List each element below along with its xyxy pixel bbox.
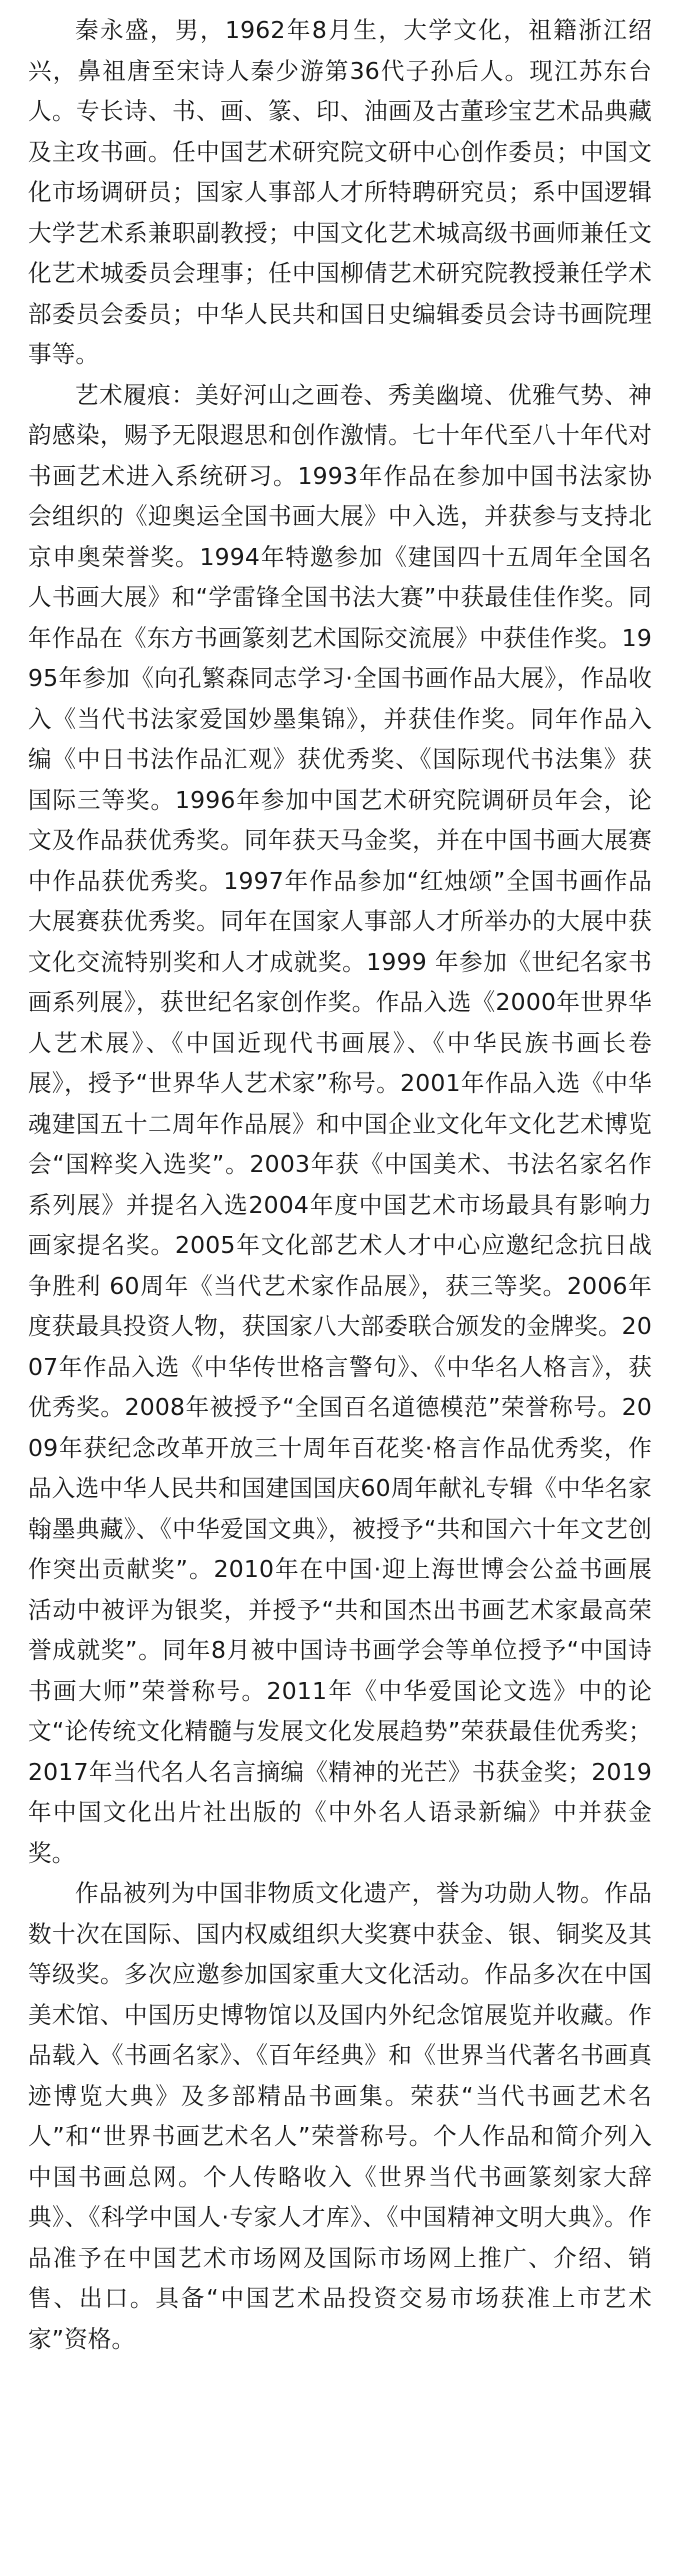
paragraph-achievements: 作品被列为中国非物质文化遗产，誉为功勋人物。作品数十次在国际、国内权威组织大奖赛中获金、银、铜奖及其等级奖。多次应邀参加国家重大文化活动。作品多次在中国美术馆、中国历史博物馆以及国内外纪念馆展览并收藏。作品载入《书画名家》、《百年经典》和《世界当代著名书画真迹博览大典》及多部精品书画集。荣获“当代书画艺术名人”和“世界书画艺术名人”荣誉称号。个人作品和简介列入中国书画总网。个人传略收入《世界当代书画篆刻家大辞典》、《科学中国人·专家人才库》、《中国精神文明大典》。作品准予在中国艺术市场网及国际市场网上推广、介绍、销售、出口。具备“中国艺术品投资交易市场获准上市艺术家”资格。 bbox=[28, 1879, 652, 2353]
paragraph-biography: 秦永盛，男，1962年8月生，大学文化，祖籍浙江绍兴，鼻祖唐至宋诗人秦少游第36代子孙后人。现江苏东台人。专长诗、书、画、篆、印、油画及古董珍宝艺术品典藏及主攻书画。任中国艺术研究院文研中心创作委员；中国文化市场调研员；国家人事部人才所特聘研究员；系中国逻辑大学艺术系兼职副教授；中国文化艺术城高级书画师兼任文化艺术城委员会理事；任中国柳倩艺术研究院教授兼任学术部委员会委员；中华人民共和国日史编辑委员会诗书画院理事等。 bbox=[28, 16, 652, 368]
paragraph-art-history: 艺术履痕：美好河山之画卷、秀美幽境、优雅气势、神韵感染，赐予无限遐思和创作激情。七十年代至八十年代对书画艺术进入系统研习。1993年作品在参加中国书法家协会组织的《迎奥运全国书画大展》中入选，并获参与支持北京申奥荣誉奖。1994年特邀参加《建国四十五周年全国名人书画大展》和“学雷锋全国书法大赛”中获最佳佳作奖。同年作品在《东方书画篆刻艺术国际交流展》中获佳作奖。1995年参加《向孔繁森同志学习·全国书画作品大展》，作品收入《当代书法家爱国妙墨集锦》，并获佳作奖。同年作品入编《中日书法作品汇观》获优秀奖、《国际现代书法集》获国际三等奖。1996年参加中国艺术研究院调研员年会，论文及作品获优秀奖。同年获天马金奖，并在中国书画大展赛中作品获优秀奖。1997年作品参加“红烛颂”全国书画作品大展赛获优秀奖。同年在国家人事部人才所举办的大展中获文化交流特别奖和人才成就奖。1999 年参加《世纪名家书画系列展》，获世纪名家创作奖。作品入选《2000年世界华人艺术展》、《中国近现代书画展》、《中华民族书画长卷展》，授予“世界华人艺术家”称号。2001年作品入选《中华魂建国五十二周年作品展》和中国企业文化年文化艺术博览会“国粹奖入选奖”。2003年获《中国美术、书法名家名作系列展》并提名入选2004年度中国艺术市场最具有影响力画家提名奖。2005年文化部艺术人才中心应邀纪念抗日战争胜利 60周年《当代艺术家作品展》，获三等奖。2006年度获最具投资人物，获国家八大部委联合颁发的金牌奖。2007年作品入选《中华传世格言警句》、《中华名人格言》，获优秀奖。2008年被授予“全国百名道德模范”荣誉称号。2009年获纪念改革开放三十周年百花奖·格言作品优秀奖，作品入选中华人民共和国建国国庆60周年献礼专辑《中华名家翰墨典藏》、《中华爱国文典》，被授予“共和国六十年文艺创作突出贡献奖”。2010年在中国·迎上海世博会公益书画展活动中被评为银奖，并授予“共和国杰出书画艺术家最高荣誉成就奖”。同年8月被中国诗书画学会等单位授予“中国诗书画大师”荣誉称号。2011年《中华爱国论文选》中的论文“论传统文化精髓与发展文化发展趋势”荣获最佳优秀奖；2017年当代名人名言摘编《精神的光芒》书获金奖；2019年中国文化出片社出版的《中外名人语录新编》中并获金奖。 bbox=[28, 380, 652, 1867]
